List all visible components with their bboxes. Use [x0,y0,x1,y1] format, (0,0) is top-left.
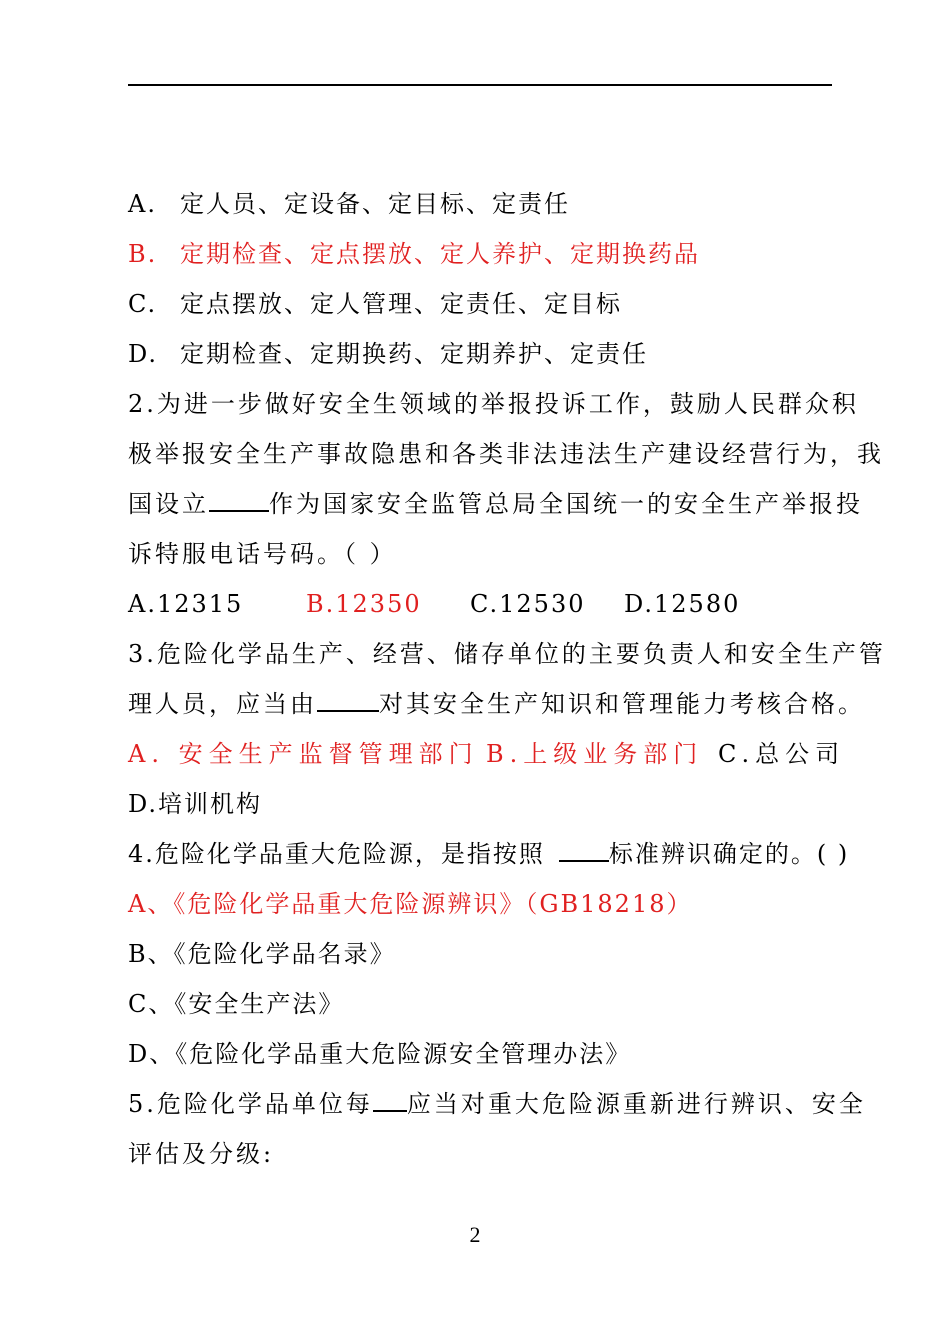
option-text: 定人员、定设备、定目标、定责任 [180,190,570,218]
q2-text-line-3 [128,488,863,520]
option-label: A. [128,190,157,218]
q1-option-a [128,188,832,220]
option-text: 定点摆放、定人管理、定责任、定目标 [180,290,622,318]
answer-blank [209,488,269,512]
answer-blank [317,688,379,712]
option-text: 定期检查、定期换药、定期养护、定责任 [180,340,648,368]
option-text: 定期检查、定点摆放、定人养护、定期换药品 [180,240,700,268]
q2-text-line-4: 诉特服电话号码。（ ） [128,540,397,568]
q5-text-part: 5.危险化学品单位每 [128,1090,373,1118]
q1-option-d [128,338,832,370]
q3-text-line-1: 3.危险化学品生产、经营、储存单位的主要负责人和安全生产管 [128,640,886,668]
page-number: 2 [469,1222,481,1247]
q4-option-d: D、《危险化学品重大危险源安全管理办法》 [128,1040,632,1068]
q3-text-part: 理人员，应当由 [128,690,317,718]
q2-option-a: A.12315 [128,590,244,618]
option-label: D. [128,340,159,368]
option-label: B. [128,240,158,268]
q3-option-d: D.培训机构 [128,790,263,818]
q3-options [128,738,846,770]
q4-text-part: 标准辨识确定的。( ) [608,840,850,868]
answer-blank [559,838,609,862]
q2-text-part: 作为国家安全监管总局全国统一的安全生产举报投 [269,490,863,518]
answer-blank [373,1088,407,1112]
q4-option-c: C、《安全生产法》 [128,990,345,1018]
q1-option-c [128,288,832,320]
q3-option-b-answer: B.上级业务部门 [486,740,704,768]
q4-option-a-answer: A、《危险化学品重大危险源辨识》（GB18218） [128,890,693,918]
q2-text-part: 国设立 [128,490,209,518]
q3-option-a-answer: A. 安全生产监督管理部门 [128,740,479,768]
q5-text-line-1 [128,1088,866,1120]
header-rule [128,84,832,86]
q5-text-line-2: 评估及分级: [128,1140,275,1168]
q3-text-line-2 [128,688,865,720]
option-label: C. [128,290,158,318]
q3-option-c: C.总公司 [718,740,846,768]
q2-text-line-1: 2.为进一步做好安全生领域的举报投诉工作，鼓励人民群众积 [128,390,859,418]
q2-option-b-answer: B.12350 [306,590,422,618]
q2-option-c: C.12530 [470,590,586,618]
q2-option-d: D.12580 [624,590,741,618]
q2-options [128,588,832,620]
q3-text-part: 对其安全生产知识和管理能力考核合格。 [379,690,865,718]
q2-text-line-2: 极举报安全生产事故隐患和各类非法违法生产建设经营行为，我 [128,440,884,468]
q4-text-part: 4.危险化学品重大危险源，是指按照 [128,840,545,868]
q1-option-b-answer [128,238,832,270]
q5-text-part: 应当对重大危险源重新进行辨识、安全 [406,1090,866,1118]
q4-option-b: B、《危险化学品名录》 [128,940,396,968]
q4-text-line-1 [128,838,850,870]
